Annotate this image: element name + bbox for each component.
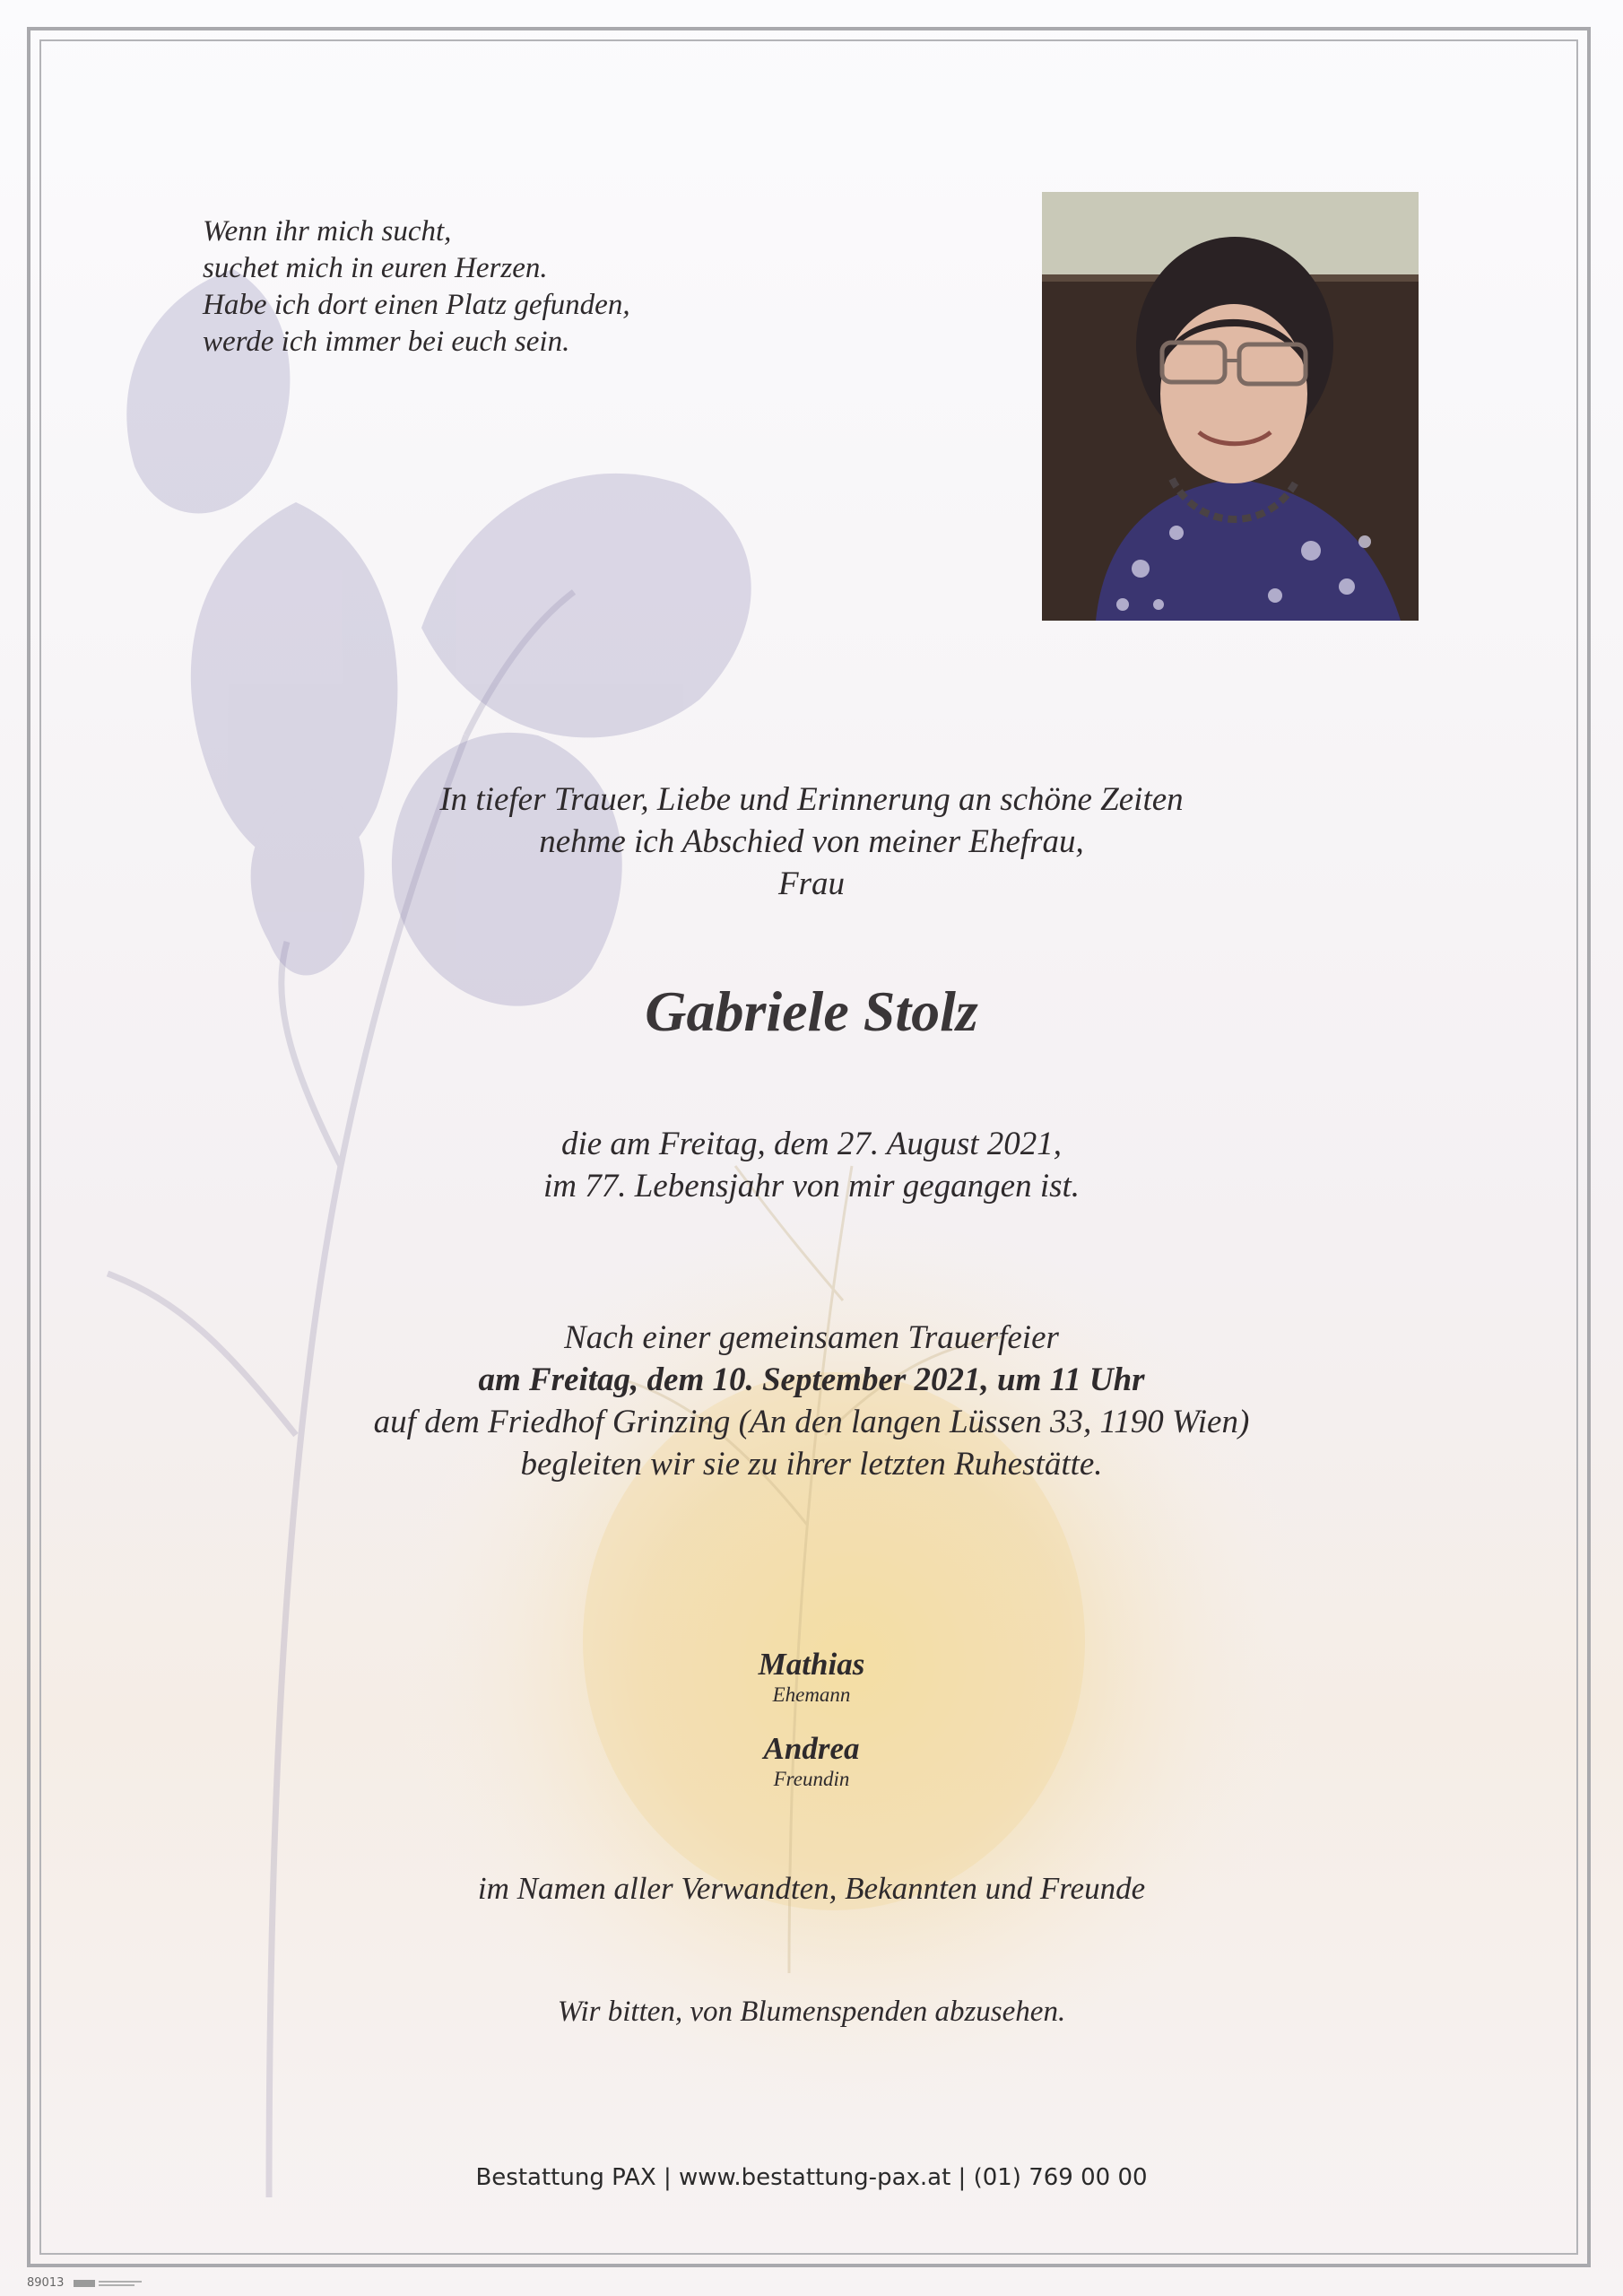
mourner-name: Mathias xyxy=(758,1647,865,1682)
mourner-name: Andrea xyxy=(763,1731,860,1766)
portrait-photo xyxy=(1042,192,1419,621)
death-line: die am Freitag, dem 27. August 2021, xyxy=(560,1126,1063,1162)
flowers-note: Wir bitten, von Blumenspenden abzusehen. xyxy=(557,1996,1066,2028)
poem-line: werde ich immer bei euch sein. xyxy=(203,326,570,358)
relatives-line: im Namen aller Verwandten, Bekannten und Freunde xyxy=(477,1871,1146,1906)
intro-line: nehme ich Abschied von meiner Ehefrau, xyxy=(539,823,1084,860)
poem-line: suchet mich in euren Herzen. xyxy=(203,252,548,284)
template-code: 89013 xyxy=(27,2276,65,2290)
poem xyxy=(203,213,830,361)
funeral-line: begleiten wir sie zu ihrer letzten Ruhestätte. xyxy=(520,1446,1103,1483)
funeral-date: am Freitag, dem 10. September 2021, um 11 Uhr xyxy=(478,1361,1145,1398)
deceased-name: Gabriele Stolz xyxy=(645,979,978,1043)
poem-line: Wenn ihr mich sucht, xyxy=(203,215,452,248)
mourners xyxy=(0,1647,1623,1815)
poem-line: Habe ich dort einen Platz gefunden, xyxy=(203,289,630,321)
intro-line: Frau xyxy=(778,865,845,902)
intro-line: In tiefer Trauer, Liebe und Erinnerung an schöne Zeiten xyxy=(439,781,1184,818)
funeral-location: auf dem Friedhof Grinzing (An den langen Lüssen 33, 1190 Wien) xyxy=(373,1404,1250,1440)
funeral-line: Nach einer gemeinsamen Trauerfeier xyxy=(564,1319,1059,1356)
intro-text xyxy=(0,778,1623,905)
death-text xyxy=(0,1123,1623,1207)
mourner-role: Ehemann xyxy=(772,1683,851,1706)
death-line: im 77. Lebensjahr von mir gegangen ist. xyxy=(542,1168,1081,1205)
mourner-role: Freundin xyxy=(773,1768,850,1790)
printer-logo-icon xyxy=(74,2277,145,2290)
funeral-text xyxy=(0,1317,1623,1485)
funeral-home-footer: Bestattung PAX | www.bestattung-pax.at | (01) 769 00 00 xyxy=(475,2164,1148,2191)
